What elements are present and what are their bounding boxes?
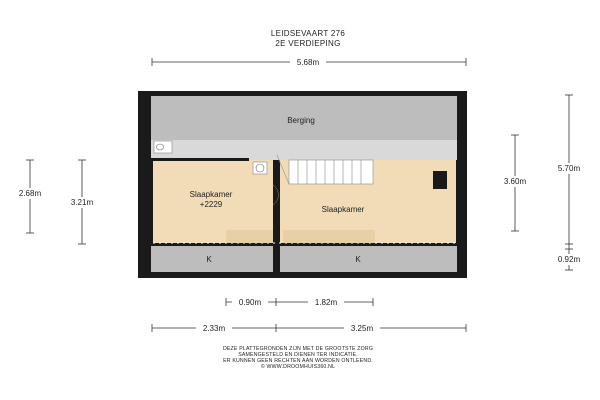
room-label-berging: Berging [287, 116, 315, 125]
disclaimer-line-1: DEZE PLATTEGRONDEN ZIJN MET DE GROOTSTE ZORG [222, 346, 374, 352]
chimney [433, 171, 447, 189]
dim-right-bottom-label: 0.92m [557, 255, 581, 264]
wall-left-room-top [151, 158, 249, 161]
dim-left-outer-label: 2.68m [18, 189, 42, 198]
roof-window-right [283, 230, 375, 243]
dim-right-inner-label: 3.60m [503, 177, 527, 186]
dim-left-inner-label: 3.21m [70, 198, 94, 207]
room-label-slaapkamer-left: Slaapkamer [189, 190, 233, 199]
room-label-slaapkamer-right: Slaapkamer [321, 205, 365, 214]
disclaimer-line-2: SAMENGESTELD EN DIENEN TER INDICATIE. [238, 352, 358, 358]
room-label-k-left: K [206, 255, 212, 264]
dim-bottom-outer-left-label: 2.33m [202, 324, 226, 333]
corridor-strip [151, 140, 457, 160]
toilet-icon [253, 162, 267, 174]
disclaimer-line-3: ER KUNNEN GEEN RECHTEN AAN WORDEN ONTLEEND. [223, 358, 373, 364]
room-label-slaapkamer-left-area: +2229 [199, 200, 223, 209]
dim-bottom-inner-left-label: 0.90m [238, 298, 262, 307]
room-label-k-right: K [355, 255, 361, 264]
washbasin-icon [154, 141, 172, 153]
dim-right-outer [565, 95, 573, 270]
plan-subtitle: 2E VERDIEPING [275, 39, 341, 48]
roof-window-left [226, 230, 273, 243]
dim-right-outer-label: 5.70m [557, 164, 581, 173]
wall-divider [273, 160, 280, 272]
knee-zone-left [151, 246, 275, 272]
dim-top-label: 5.68m [296, 58, 320, 67]
plan-title: LEIDSEVAART 276 [270, 29, 346, 38]
knee-zone-right [280, 246, 457, 272]
disclaimer-line-4: © WWW.DROOMHUIS360.NL [260, 364, 336, 370]
dim-bottom-inner-right-label: 1.82m [314, 298, 338, 307]
dim-bottom-outer-right-label: 3.25m [350, 324, 374, 333]
